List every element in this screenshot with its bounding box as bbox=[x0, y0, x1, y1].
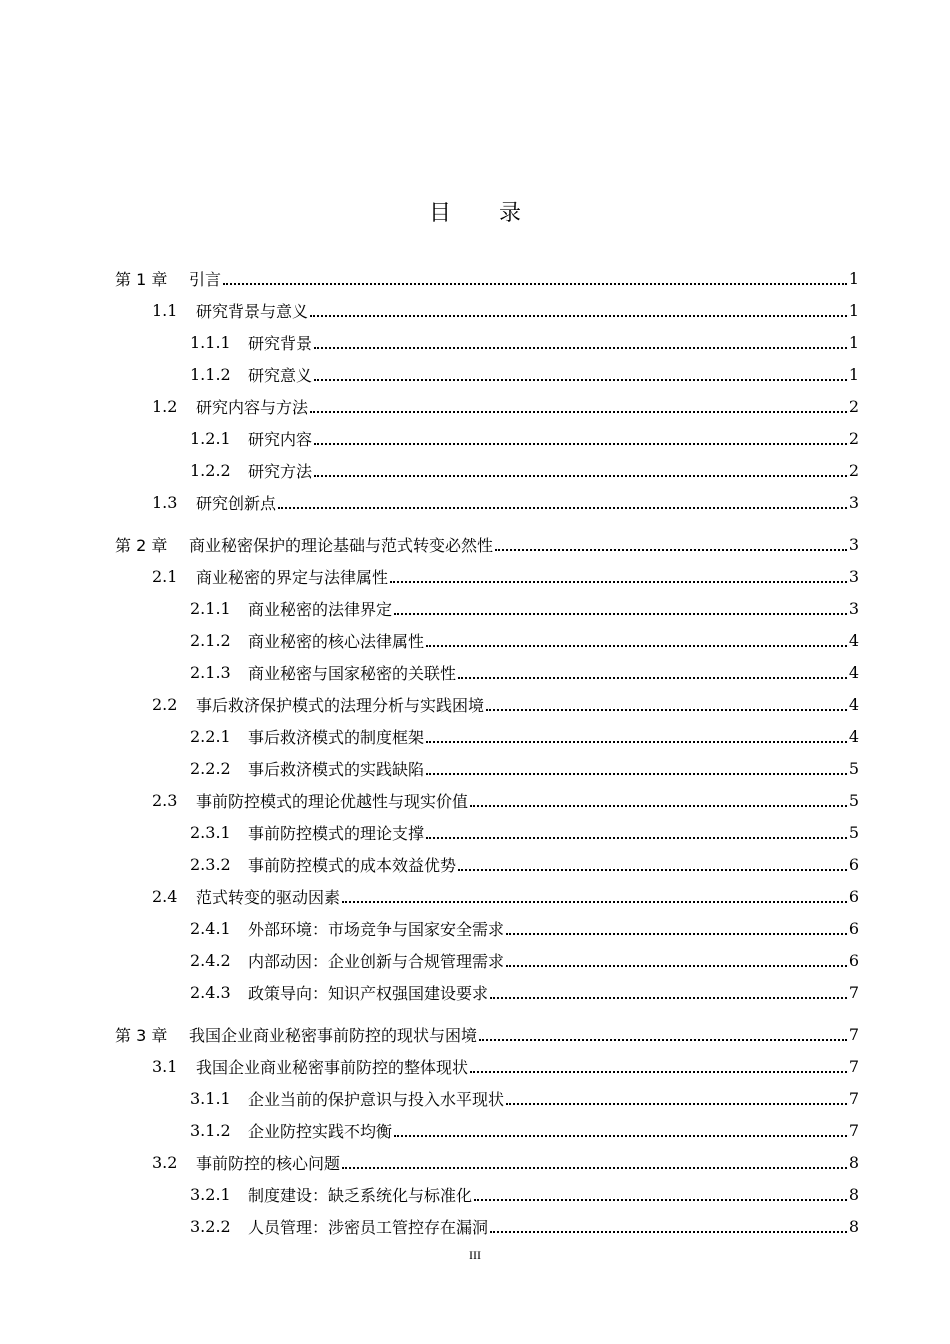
toc-dot-leader bbox=[314, 443, 847, 445]
toc-dot-leader bbox=[490, 1231, 847, 1233]
toc-entry-page: 7 bbox=[848, 982, 859, 1002]
toc-dot-leader bbox=[506, 1103, 847, 1105]
toc-entry[interactable] bbox=[0, 560, 950, 592]
toc-entry[interactable] bbox=[0, 1082, 950, 1114]
toc-entry-title: 研究背景 bbox=[248, 333, 313, 353]
toc-entry-title: 事前防控的核心问题 bbox=[196, 1153, 341, 1173]
toc-entry-number: 3.2.2 bbox=[190, 1216, 231, 1236]
toc-entry-number: 2.1 bbox=[152, 566, 178, 586]
toc-entry-page: 4 bbox=[848, 694, 859, 714]
toc-entry-title: 研究方法 bbox=[248, 461, 313, 481]
toc-dot-leader bbox=[458, 869, 847, 871]
toc-entry[interactable] bbox=[0, 1050, 950, 1082]
toc-entry[interactable] bbox=[0, 454, 950, 486]
toc-entry-title: 研究背景与意义 bbox=[196, 301, 309, 321]
toc-entry-title: 事后救济模式的制度框架 bbox=[248, 727, 425, 747]
toc-entry-number: 2.4.1 bbox=[190, 918, 231, 938]
toc-entry[interactable] bbox=[0, 944, 950, 976]
toc-entry[interactable] bbox=[0, 1114, 950, 1146]
toc-entry-title: 研究意义 bbox=[248, 365, 313, 385]
toc-entry-title: 研究创新点 bbox=[196, 493, 277, 513]
toc-entry[interactable] bbox=[0, 592, 950, 624]
toc-entry-page: 8 bbox=[848, 1152, 859, 1172]
toc-entry-number: 2.3 bbox=[152, 790, 178, 810]
toc-entry[interactable] bbox=[0, 976, 950, 1008]
toc-entry-page: 5 bbox=[848, 758, 859, 778]
toc-entry-number: 3.2.1 bbox=[190, 1184, 231, 1204]
toc-entry-number: 2.1.3 bbox=[190, 662, 231, 682]
toc-entry-page: 7 bbox=[848, 1024, 859, 1044]
toc-dot-leader bbox=[310, 315, 847, 317]
toc-entry-title: 研究内容与方法 bbox=[196, 397, 309, 417]
toc-entry-page: 8 bbox=[848, 1184, 859, 1204]
toc-entry-title: 研究内容 bbox=[248, 429, 313, 449]
toc-dot-leader bbox=[310, 411, 847, 413]
toc-entry[interactable] bbox=[0, 624, 950, 656]
toc-dot-leader bbox=[426, 837, 847, 839]
toc-entry[interactable] bbox=[0, 486, 950, 518]
toc-dot-leader bbox=[426, 741, 847, 743]
toc-entry-title: 企业防控实践不均衡 bbox=[248, 1121, 393, 1141]
toc-entry-title: 商业秘密与国家秘密的关联性 bbox=[248, 663, 457, 683]
toc-entry-title: 外部环境：市场竞争与国家安全需求 bbox=[248, 919, 505, 939]
toc-entry-page: 3 bbox=[848, 492, 859, 512]
toc-entry[interactable] bbox=[0, 1146, 950, 1178]
toc-entry-title: 企业当前的保护意识与投入水平现状 bbox=[248, 1089, 505, 1109]
toc-entry-page: 5 bbox=[848, 790, 859, 810]
toc-dot-leader bbox=[342, 1167, 847, 1169]
toc-entry[interactable] bbox=[0, 1178, 950, 1210]
toc-entry-page: 6 bbox=[848, 886, 859, 906]
toc-entry[interactable] bbox=[0, 1210, 950, 1242]
toc-entry-page: 4 bbox=[848, 630, 859, 650]
toc-entry[interactable] bbox=[0, 262, 950, 294]
toc-dot-leader bbox=[342, 901, 847, 903]
toc-entry-page: 6 bbox=[848, 918, 859, 938]
toc-entry-page: 1 bbox=[848, 364, 859, 384]
toc-dot-leader bbox=[458, 677, 847, 679]
toc-entry-page: 1 bbox=[848, 300, 859, 320]
toc-entry-number: 第 1 章 bbox=[115, 269, 168, 289]
toc-dot-leader bbox=[426, 645, 847, 647]
toc-entry-number: 1.1.1 bbox=[190, 332, 231, 352]
toc-entry-page: 4 bbox=[848, 662, 859, 682]
toc-entry-title: 事前防控模式的理论支撑 bbox=[248, 823, 425, 843]
toc-entry-number: 3.2 bbox=[152, 1152, 178, 1172]
toc-entry-page: 1 bbox=[848, 268, 859, 288]
toc-entry-title: 范式转变的驱动因素 bbox=[196, 887, 341, 907]
toc-entry-title: 引言 bbox=[189, 269, 222, 289]
toc-entry-number: 2.1.1 bbox=[190, 598, 231, 618]
toc-entry[interactable] bbox=[0, 912, 950, 944]
toc-entry[interactable] bbox=[0, 528, 950, 560]
toc-entry-page: 7 bbox=[848, 1120, 859, 1140]
toc-entry[interactable] bbox=[0, 294, 950, 326]
toc-dot-leader bbox=[390, 581, 847, 583]
toc-entry-number: 2.3.2 bbox=[190, 854, 231, 874]
toc-entry-title: 事前防控模式的成本效益优势 bbox=[248, 855, 457, 875]
toc-entry-title: 政策导向：知识产权强国建设要求 bbox=[248, 983, 489, 1003]
toc-entry-page: 5 bbox=[848, 822, 859, 842]
toc-entry-page: 1 bbox=[848, 332, 859, 352]
toc-entry-number: 2.4.2 bbox=[190, 950, 231, 970]
toc-entry-title: 商业秘密保护的理论基础与范式转变必然性 bbox=[189, 535, 494, 555]
toc-entry-page: 7 bbox=[848, 1088, 859, 1108]
toc-entry-number: 3.1.1 bbox=[190, 1088, 231, 1108]
toc-entry[interactable] bbox=[0, 816, 950, 848]
toc-entry-title: 人员管理：涉密员工管控存在漏洞 bbox=[248, 1217, 489, 1237]
toc-dot-leader bbox=[506, 933, 847, 935]
toc-entry[interactable] bbox=[0, 688, 950, 720]
toc-dot-leader bbox=[314, 379, 847, 381]
toc-entry-title: 商业秘密的法律界定 bbox=[248, 599, 393, 619]
toc-dot-leader bbox=[506, 965, 847, 967]
toc-entry-page: 6 bbox=[848, 854, 859, 874]
toc-entry[interactable] bbox=[0, 848, 950, 880]
toc-entry-title: 我国企业商业秘密事前防控的整体现状 bbox=[196, 1057, 469, 1077]
toc-entry-page: 4 bbox=[848, 726, 859, 746]
toc-entry-number: 1.2.1 bbox=[190, 428, 231, 448]
toc-entry-number: 第 3 章 bbox=[115, 1025, 168, 1045]
toc-dot-leader bbox=[479, 1039, 847, 1041]
toc-dot-leader bbox=[490, 997, 847, 999]
toc-dot-leader bbox=[426, 773, 847, 775]
toc-entry[interactable] bbox=[0, 1018, 950, 1050]
toc-entry-page: 8 bbox=[848, 1216, 859, 1236]
toc-entry-number: 1.1.2 bbox=[190, 364, 231, 384]
toc-entry[interactable] bbox=[0, 656, 950, 688]
toc-dot-leader bbox=[314, 347, 847, 349]
toc-entry-title: 商业秘密的界定与法律属性 bbox=[196, 567, 389, 587]
toc-dot-leader bbox=[486, 709, 847, 711]
toc-entry[interactable] bbox=[0, 326, 950, 358]
table-of-contents bbox=[0, 262, 950, 1242]
toc-dot-leader bbox=[314, 475, 847, 477]
toc-entry-number: 1.2 bbox=[152, 396, 178, 416]
toc-entry-number: 1.2.2 bbox=[190, 460, 231, 480]
toc-entry-number: 2.4.3 bbox=[190, 982, 231, 1002]
toc-entry-title: 事后救济模式的实践缺陷 bbox=[248, 759, 425, 779]
toc-entry-number: 2.2 bbox=[152, 694, 178, 714]
toc-entry-number: 1.1 bbox=[152, 300, 178, 320]
toc-entry-page: 2 bbox=[848, 460, 859, 480]
toc-entry-number: 2.2.1 bbox=[190, 726, 231, 746]
toc-dot-leader bbox=[470, 1071, 847, 1073]
toc-dot-leader bbox=[394, 613, 847, 615]
toc-dot-leader bbox=[278, 507, 847, 509]
toc-entry[interactable] bbox=[0, 880, 950, 912]
toc-entry[interactable] bbox=[0, 784, 950, 816]
page-title: 目录 bbox=[428, 201, 569, 226]
toc-entry-page: 3 bbox=[848, 598, 859, 618]
toc-entry[interactable] bbox=[0, 390, 950, 422]
toc-entry-title: 事后救济保护模式的法理分析与实践困境 bbox=[196, 695, 485, 715]
toc-entry-page: 3 bbox=[848, 534, 859, 554]
toc-dot-leader bbox=[394, 1135, 847, 1137]
toc-entry-page: 7 bbox=[848, 1056, 859, 1076]
toc-dot-leader bbox=[223, 283, 847, 285]
toc-dot-leader bbox=[474, 1199, 847, 1201]
toc-entry-title: 我国企业商业秘密事前防控的现状与困境 bbox=[189, 1025, 478, 1045]
toc-entry-title: 制度建设：缺乏系统化与标准化 bbox=[248, 1185, 473, 1205]
toc-entry[interactable] bbox=[0, 752, 950, 784]
toc-entry[interactable] bbox=[0, 720, 950, 752]
toc-entry-page: 2 bbox=[848, 396, 859, 416]
toc-dot-leader bbox=[470, 805, 847, 807]
toc-entry-number: 2.4 bbox=[152, 886, 178, 906]
toc-entry-title: 内部动因：企业创新与合规管理需求 bbox=[248, 951, 505, 971]
toc-dot-leader bbox=[495, 549, 847, 551]
toc-entry[interactable] bbox=[0, 422, 950, 454]
toc-entry-number: 第 2 章 bbox=[115, 535, 168, 555]
toc-entry-number: 2.2.2 bbox=[190, 758, 231, 778]
toc-entry-page: 2 bbox=[848, 428, 859, 448]
toc-entry-number: 2.1.2 bbox=[190, 630, 231, 650]
page-footer-number: III bbox=[469, 1248, 481, 1262]
toc-entry-number: 1.3 bbox=[152, 492, 178, 512]
toc-entry-number: 3.1.2 bbox=[190, 1120, 231, 1140]
toc-entry-number: 2.3.1 bbox=[190, 822, 231, 842]
toc-entry[interactable] bbox=[0, 358, 950, 390]
toc-entry-page: 6 bbox=[848, 950, 859, 970]
toc-entry-number: 3.1 bbox=[152, 1056, 178, 1076]
toc-entry-title: 事前防控模式的理论优越性与现实价值 bbox=[196, 791, 469, 811]
toc-entry-title: 商业秘密的核心法律属性 bbox=[248, 631, 425, 651]
toc-entry-page: 3 bbox=[848, 566, 859, 586]
